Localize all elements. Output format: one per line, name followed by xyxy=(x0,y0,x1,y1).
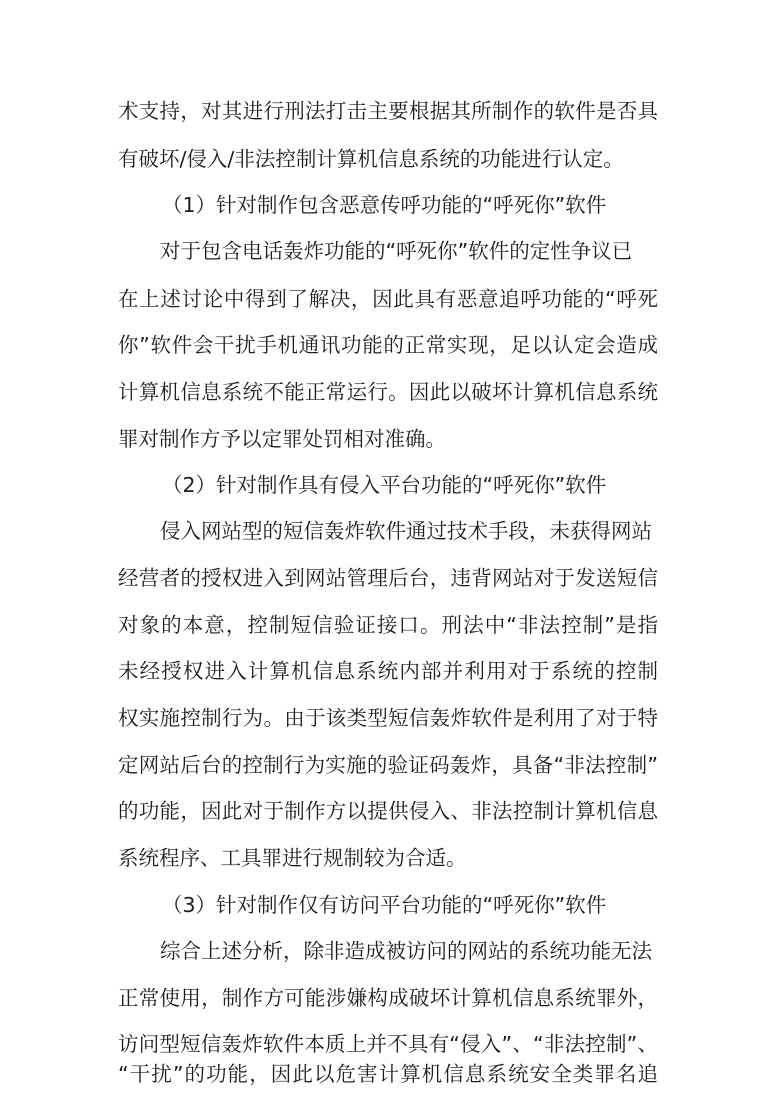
body-text-line: 权实施控制行为。由于该类型短信轰炸软件是利用了对于特 xyxy=(118,706,658,730)
body-text-line: 罪对制作方予以定罪处罚相对准确。 xyxy=(118,427,446,451)
body-text-line: 定网站后台的控制行为实施的验证码轰炸，具备“非法控制” xyxy=(118,753,658,777)
paragraph-start-line: 对于包含电话轰炸功能的“呼死你”软件的定性争议已 xyxy=(160,239,633,263)
body-text-line: 正常使用，制作方可能涉嫌构成破坏计算机信息系统罪外， xyxy=(118,986,658,1010)
body-text-line: 的功能，因此对于制作方以提供侵入、非法控制计算机信息 xyxy=(118,799,658,823)
body-text-line: 访问型短信轰炸软件本质上并不具有“侵入”、“非法控制”、 xyxy=(118,1032,658,1056)
body-text-line: 对象的本意，控制短信验证接口。刑法中“非法控制”是指 xyxy=(118,613,658,637)
section-heading-3: （3）针对制作仅有访问平台功能的“呼死你”软件 xyxy=(162,893,607,917)
body-text-line: 计算机信息系统不能正常运行。因此以破坏计算机信息系统 xyxy=(118,380,658,404)
body-text-line: 你”软件会干扰手机通讯功能的正常实现，足以认定会造成 xyxy=(118,333,658,357)
paragraph-start-line: 侵入网站型的短信轰炸软件通过技术手段，未获得网站 xyxy=(160,519,652,543)
paragraph-start-line: 综合上述分析，除非造成被访问的网站的系统功能无法 xyxy=(160,939,652,963)
body-text-line: 经营者的授权进入到网站管理后台，违背网站对于发送短信 xyxy=(118,566,658,590)
section-heading-1: （1）针对制作包含恶意传呼功能的“呼死你”软件 xyxy=(162,193,607,217)
body-text-line: “干扰”的功能，因此以危害计算机信息系统安全类罪名追 xyxy=(118,1062,658,1086)
body-text-line: 在上述讨论中得到了解决，因此具有恶意追呼功能的“呼死 xyxy=(118,287,658,311)
body-text-line: 有破坏/侵入/非法控制计算机信息系统的功能进行认定。 xyxy=(118,147,624,171)
body-text-line: 术支持，对其进行刑法打击主要根据其所制作的软件是否具 xyxy=(118,99,658,123)
section-heading-2: （2）针对制作具有侵入平台功能的“呼死你”软件 xyxy=(162,473,607,497)
body-text-line: 系统程序、工具罪进行规制较为合适。 xyxy=(118,846,467,870)
body-text-line: 未经授权进入计算机信息系统内部并利用对于系统的控制 xyxy=(118,659,658,683)
